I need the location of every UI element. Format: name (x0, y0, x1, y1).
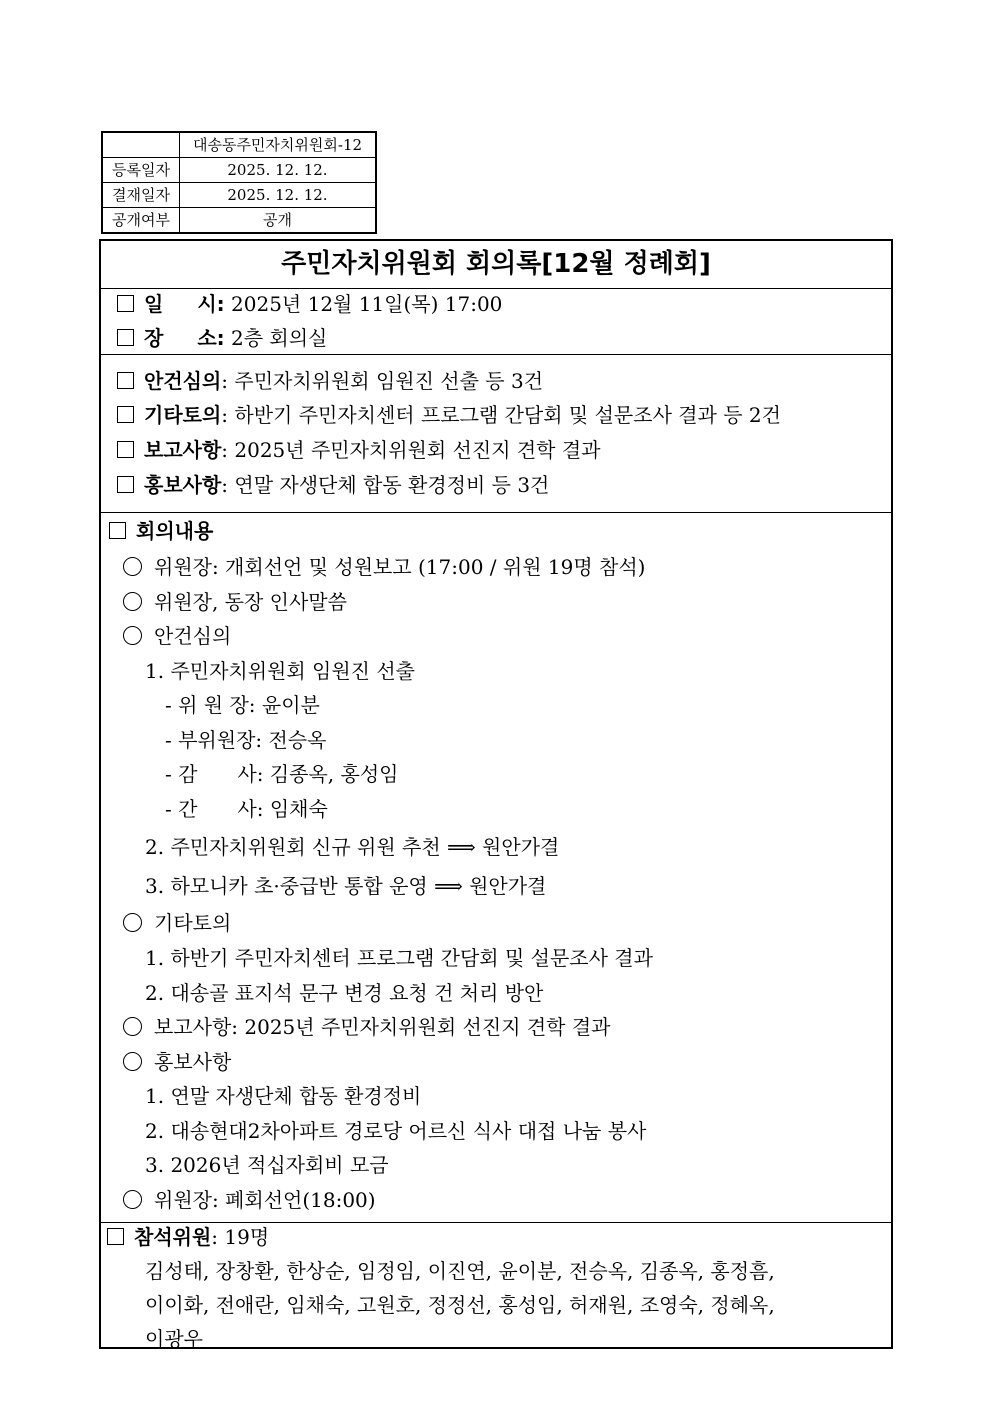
disclosure-label: 공개여부 (102, 208, 180, 234)
content-heading (109, 517, 213, 545)
content-text: 위원장, 동장 인사말씀 (154, 590, 347, 614)
checkbox-icon (117, 476, 134, 493)
checkbox-icon (117, 441, 134, 458)
registration-blank-cell (102, 132, 180, 158)
datetime-value: 2025년 12월 11일(목) 17:00 (231, 292, 503, 316)
datetime-row (117, 290, 502, 318)
datetime-label: 일 (144, 292, 164, 316)
checkbox-icon (117, 406, 134, 423)
attendees-list: 이광우 (145, 1327, 203, 1351)
attendees-label: 참석위원 (134, 1225, 212, 1249)
circle-bullet-icon (123, 626, 142, 645)
summary-value: : 하반기 주민자치센터 프로그램 간담회 및 설문조사 결과 등 2건 (221, 403, 781, 427)
datetime-label-2: 시: (197, 292, 225, 316)
content-text: 2. 주민자치위원회 신규 위원 추천 ⟹ 원안가결 (145, 835, 560, 859)
doc-number: 대송동주민자치위원회-12 (180, 132, 377, 158)
checkbox-icon (107, 1228, 124, 1245)
circle-bullet-icon (123, 592, 142, 611)
summary-label: 보고사항 (144, 438, 222, 462)
content-item (123, 588, 347, 616)
content-text: 위원장: 폐회선언(18:00) (154, 1188, 376, 1212)
summary-label: 홍보사항 (144, 473, 222, 497)
content-heading-label: 회의내용 (136, 519, 214, 543)
content-subitem (145, 657, 415, 685)
circle-bullet-icon (123, 557, 142, 576)
place-label-2: 소: (197, 326, 225, 350)
content-text: 1. 하반기 주민자치센터 프로그램 간담회 및 설문조사 결과 (145, 946, 653, 970)
content-text: 2. 대송현대2차아파트 경로당 어르신 식사 대접 나눔 봉사 (145, 1119, 647, 1143)
summary-value: : 주민자치위원회 임원진 선출 등 3건 (221, 369, 544, 393)
summary-value: : 2025년 주민자치위원회 선진지 견학 결과 (221, 438, 601, 462)
content-text: 1. 연말 자생단체 합동 환경정비 (145, 1084, 422, 1108)
content-text: 안건심의 (154, 624, 232, 648)
content-text: 3. 2026년 적십자회비 모금 (145, 1153, 389, 1177)
disclosure-value: 공개 (180, 208, 377, 234)
summary-item (117, 401, 781, 429)
summary-item (117, 436, 601, 464)
meeting-content-section (101, 513, 891, 1223)
content-subitem (145, 872, 546, 900)
content-text: - 부위원장: 전승옥 (165, 728, 327, 752)
content-detail (165, 726, 326, 754)
content-text: 보고사항: 2025년 주민자치위원회 선진지 견학 결과 (154, 1015, 611, 1039)
content-text: 기타토의 (154, 911, 232, 935)
content-subitem (145, 1082, 421, 1110)
checkbox-icon (117, 295, 134, 312)
content-item (123, 1013, 611, 1041)
attendees-heading (107, 1223, 269, 1251)
attendees-list: 이이화, 전애란, 임채숙, 고원호, 정정선, 홍성임, 허재원, 조영숙, 정혜옥, (145, 1293, 775, 1317)
circle-bullet-icon (123, 1017, 142, 1036)
attendees-list: 김성태, 장창환, 한상순, 임정임, 이진연, 윤이분, 전승옥, 김종옥, 홍정흠, (145, 1259, 775, 1283)
summary-item (117, 367, 543, 395)
registration-date: 2025. 12. 12. (180, 158, 377, 183)
content-subitem (145, 1151, 389, 1179)
content-detail (165, 691, 320, 719)
content-detail (165, 760, 399, 788)
summary-item (117, 471, 549, 499)
summary-label: 안건심의 (144, 369, 222, 393)
approval-date: 2025. 12. 12. (180, 183, 377, 208)
document-title: 주민자치위원회 회의록[12월 정례회] (101, 241, 891, 289)
content-text: 위원장: 개회선언 및 성원보고 (17:00 / 위원 19명 참석) (154, 555, 646, 579)
content-text: 1. 주민자치위원회 임원진 선출 (145, 659, 415, 683)
content-subitem (145, 1117, 646, 1145)
content-item (123, 1186, 376, 1214)
content-item (123, 553, 645, 581)
content-text: 홍보사항 (154, 1050, 232, 1074)
attendees-section (101, 1223, 891, 1351)
place-value: 2층 회의실 (231, 326, 328, 350)
registration-table (101, 131, 377, 234)
content-detail (165, 795, 328, 823)
meeting-info-section (101, 289, 891, 355)
place-row (117, 324, 327, 352)
checkbox-icon (109, 522, 126, 539)
circle-bullet-icon (123, 1190, 142, 1209)
minutes-document (99, 239, 893, 1349)
checkbox-icon (117, 329, 134, 346)
registration-label: 등록일자 (102, 158, 180, 183)
content-item (123, 909, 231, 937)
circle-bullet-icon (123, 913, 142, 932)
summary-section (101, 355, 891, 513)
content-subitem (145, 944, 653, 972)
place-label: 장 (144, 326, 164, 350)
summary-value: : 연말 자생단체 합동 환경정비 등 3건 (221, 473, 550, 497)
content-subitem (145, 833, 559, 861)
approval-label: 결재일자 (102, 183, 180, 208)
circle-bullet-icon (123, 1052, 142, 1071)
content-subitem (145, 979, 543, 1007)
content-item (123, 1048, 231, 1076)
content-item (123, 622, 231, 650)
content-text: - 위 원 장: 윤이분 (165, 693, 320, 717)
content-text: 3. 하모니카 초·중급반 통합 운영 ⟹ 원안가결 (145, 874, 547, 898)
content-text: - 간 사: 임채숙 (165, 797, 328, 821)
checkbox-icon (117, 372, 134, 389)
summary-label: 기타토의 (144, 403, 222, 427)
attendees-count: : 19명 (211, 1225, 270, 1249)
content-text: 2. 대송골 표지석 문구 변경 요청 건 처리 방안 (145, 981, 544, 1005)
content-text: - 감 사: 김종옥, 홍성임 (165, 762, 399, 786)
